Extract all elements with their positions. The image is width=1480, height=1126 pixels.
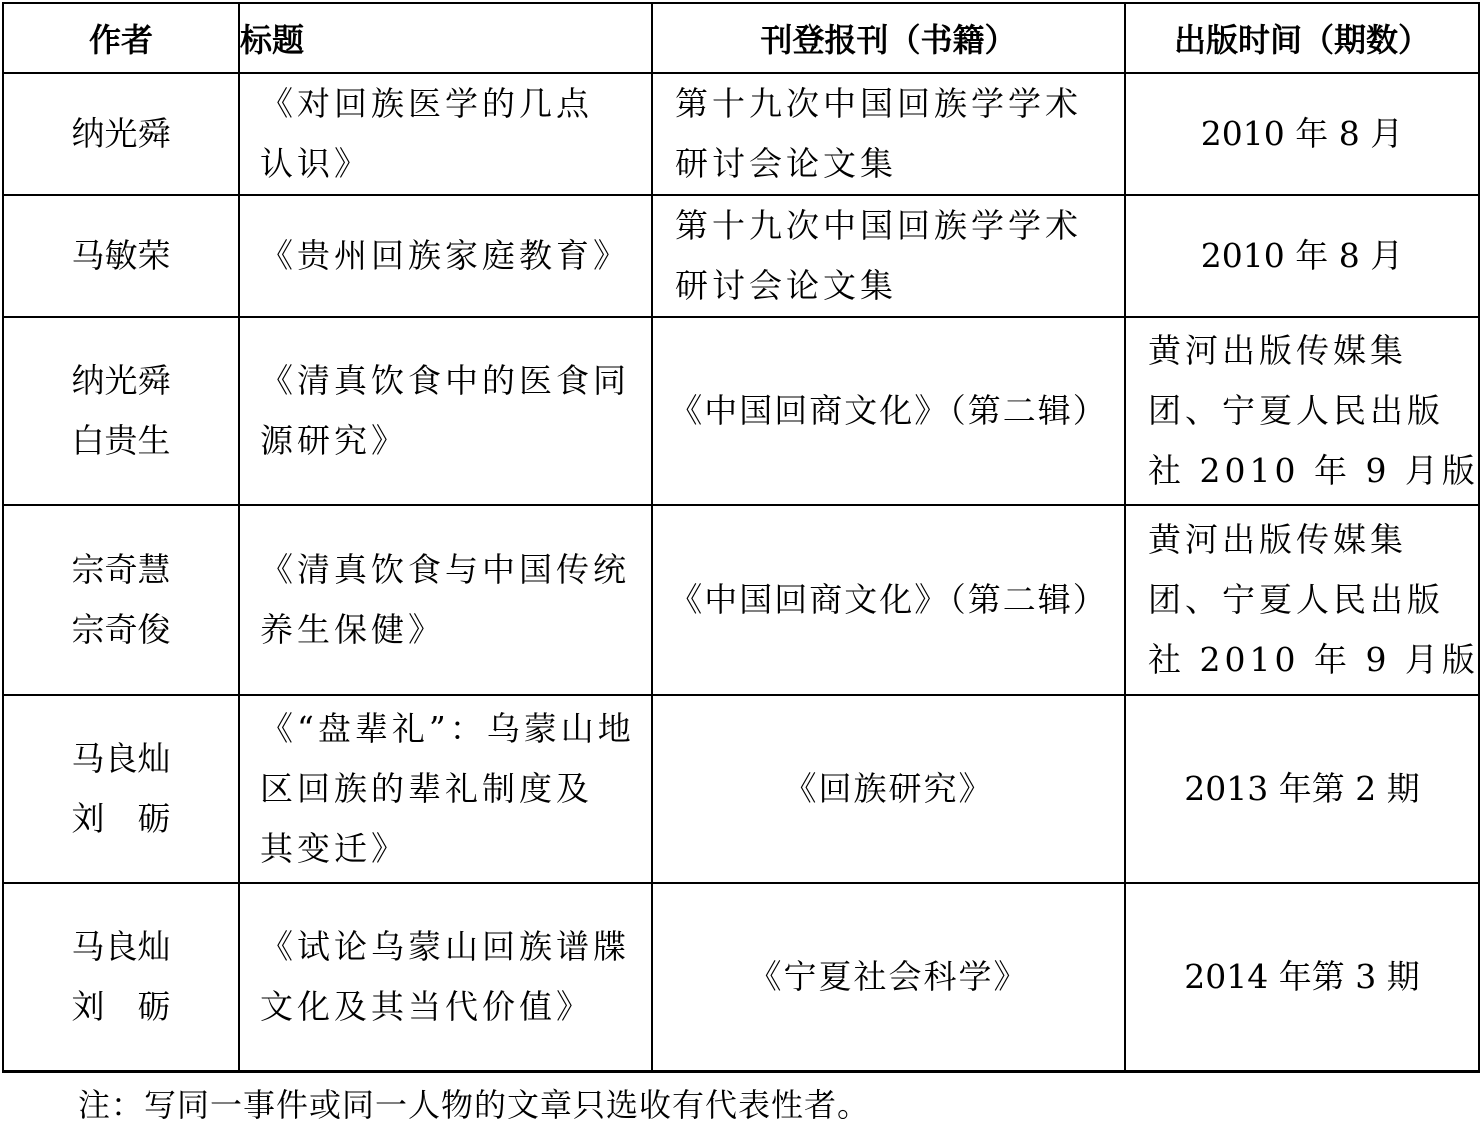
title-line: 区回族的辈礼制度及 xyxy=(260,769,593,808)
author-name: 马良灿 xyxy=(71,739,171,778)
date-line: 2010 年 8 月 xyxy=(1200,236,1404,275)
title-line: 其变迁》 xyxy=(260,829,408,868)
publication-cell xyxy=(652,73,1125,195)
author-name: 刘 砺 xyxy=(71,986,171,1026)
publication-cell xyxy=(652,883,1125,1071)
publication-line: 《回族研究》 xyxy=(783,769,994,808)
title-cell xyxy=(239,695,652,883)
table-row xyxy=(3,505,1479,695)
author-name: 宗奇俊 xyxy=(71,610,171,649)
author-cell xyxy=(3,695,239,883)
author-cell xyxy=(3,883,239,1071)
date-cell xyxy=(1125,73,1479,195)
date-line: 社 2010 年 9 月版 xyxy=(1148,451,1479,490)
publication-line: 研讨会论文集 xyxy=(675,266,897,305)
table-row xyxy=(3,883,1479,1071)
author-name: 宗奇慧 xyxy=(71,550,171,589)
table-row xyxy=(3,73,1479,195)
author-cell xyxy=(3,73,239,195)
publication-line: 研讨会论文集 xyxy=(675,144,897,183)
author-name: 马良灿 xyxy=(71,926,171,966)
title-cell xyxy=(239,505,652,695)
date-cell xyxy=(1125,883,1479,1071)
date-line: 黄河出版传媒集 xyxy=(1148,331,1407,370)
title-cell xyxy=(239,195,652,317)
header-date: 出版时间（期数） xyxy=(1125,3,1479,73)
author-cell xyxy=(3,505,239,695)
publication-cell xyxy=(652,695,1125,883)
publication-line: 《宁夏社会科学》 xyxy=(748,956,1029,996)
publication-line: 《中国回商文化》（第二辑） xyxy=(669,391,1108,430)
publication-cell xyxy=(652,505,1125,695)
table-footnote: 注：写同一事件或同一人物的文章只选收有代表性者。 xyxy=(78,1086,871,1124)
header-title: 标题 xyxy=(239,3,652,73)
date-line: 2014 年第 3 期 xyxy=(1184,956,1420,996)
title-line: 《对回族医学的几点 xyxy=(260,84,593,123)
title-cell xyxy=(239,883,652,1071)
title-cell xyxy=(239,73,652,195)
literature-table xyxy=(2,2,1480,1073)
author-name: 马敏荣 xyxy=(71,236,171,275)
date-line: 团、宁夏人民出版 xyxy=(1148,580,1444,619)
title-line: 《试论乌蒙山回族谱牒 xyxy=(260,926,630,966)
date-cell xyxy=(1125,505,1479,695)
publication-line: 第十九次中国回族学学术 xyxy=(675,84,1082,123)
date-line: 团、宁夏人民出版 xyxy=(1148,391,1444,430)
table-row xyxy=(3,695,1479,883)
title-line: 文化及其当代价值》 xyxy=(260,986,593,1026)
date-cell xyxy=(1125,695,1479,883)
title-line: 认识》 xyxy=(260,144,371,183)
date-cell xyxy=(1125,317,1479,505)
title-line: 《贵州回族家庭教育》 xyxy=(260,236,630,275)
date-cell xyxy=(1125,195,1479,317)
date-line: 2010 年 8 月 xyxy=(1200,114,1404,153)
header-publication: 刊登报刊（书籍） xyxy=(652,3,1125,73)
title-line: 养生保健》 xyxy=(260,610,445,649)
table-row xyxy=(3,195,1479,317)
publication-cell xyxy=(652,317,1125,505)
date-line: 2013 年第 2 期 xyxy=(1184,769,1420,808)
author-cell xyxy=(3,195,239,317)
publication-line: 《中国回商文化》（第二辑） xyxy=(669,580,1108,619)
title-cell xyxy=(239,317,652,505)
title-line: 《清真饮食与中国传统 xyxy=(260,550,630,589)
table-row xyxy=(3,317,1479,505)
table-header-row xyxy=(3,3,1479,73)
author-name: 纳光舜 xyxy=(71,114,171,153)
author-cell xyxy=(3,317,239,505)
author-name: 刘 砺 xyxy=(71,799,171,838)
author-name: 白贵生 xyxy=(71,421,171,460)
date-line: 黄河出版传媒集 xyxy=(1148,520,1407,559)
title-line: 源研究》 xyxy=(260,421,408,460)
title-line: 《“盘辈礼”：乌蒙山地 xyxy=(260,709,635,748)
date-line: 社 2010 年 9 月版 xyxy=(1148,640,1479,679)
publication-cell xyxy=(652,195,1125,317)
author-name: 纳光舜 xyxy=(71,361,171,400)
header-author: 作者 xyxy=(3,3,239,73)
title-line: 《清真饮食中的医食同 xyxy=(260,361,630,400)
publication-line: 第十九次中国回族学学术 xyxy=(675,206,1082,245)
